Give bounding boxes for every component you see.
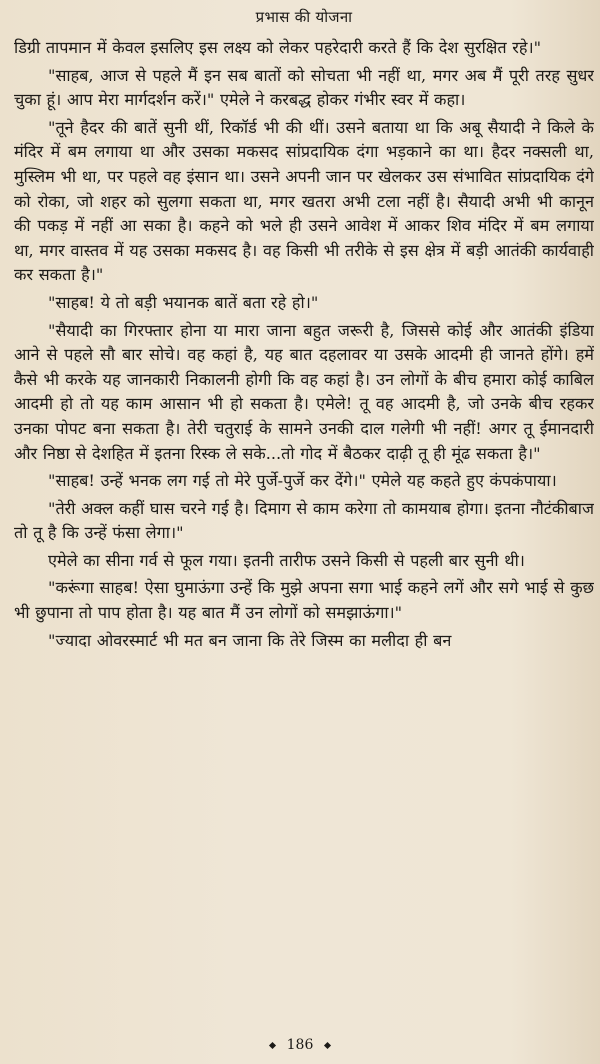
body-text	[14, 36, 594, 1036]
paragraph: "साहब, आज से पहले मैं इन सब बातों को सोचता भी नहीं था, मगर अब मैं पूरी तरह सुधर चुका हूं। आप मेरा मार्गदर्शन करें।" एमेले ने करबद्ध होकर गंभीर स्वर में कहा।	[14, 65, 594, 110]
page-number: 186	[286, 1037, 314, 1053]
page-footer	[0, 1036, 600, 1054]
diamond-ornament-icon	[324, 1041, 331, 1048]
paragraph: "ज्यादा ओवरस्मार्ट भी मत बन जाना कि तेरे जिस्म का मलीदा ही बन	[48, 630, 452, 650]
paragraph: "करूंगा साहब! ऐसा घुमाऊंगा उन्हें कि मुझे अपना सगा भाई कहने लगें और सगे भाई से कुछ भी छुपाना तो पाप होता है। यह बात मैं उन लोगों को समझाऊंगा।"	[14, 578, 594, 623]
running-head: प्रभास की योजना	[255, 8, 353, 26]
paragraph: "साहब! उन्हें भनक लग गई तो मेरे पुर्जे-पुर्जे कर देंगे।" एमेले यह कहते हुए कंपकंपाया।	[48, 471, 557, 491]
paragraph: "साहब! ये तो बड़ी भयानक बातें बता रहे हो।"	[48, 292, 319, 312]
paragraph: "सैयादी का गिरफ्तार होना या मारा जाना बहुत जरूरी है, जिससे कोई और आतंकी इंडिया आने से पहले सौ बार सोचे। वह कहां है, यह बात दहलावर या उसके आदमी ही जानते होंगे। हमें कैसे भी करके यह जानकारी निकालनी होगी कि वह कहां है। उन लोगों के बीच हमारा कोई काबिल आदमी हो तो यह काम आसान भी हो सकता है। एमेले! तू वह आदमी है, जो उनके बीच रहकर उनका पोपट बना सकता है। तेरी चतुराई के सामने उनकी दाल गलेगी भी नहीं! अगर तू ईमानदारी और निष्ठा से देशहित में इतना रिस्क ले सके...तो गोद में बैठकर दाढ़ी तू ही मूंढ सकता है।"	[14, 320, 594, 463]
paragraph-continuation: डिग्री तापमान में केवल इसलिए इस लक्ष्य को लेकर पहरेदारी करते हैं कि देश सुरक्षित रहे।"	[14, 38, 542, 57]
paragraph: एमेले का सीना गर्व से फूल गया। इतनी तारीफ उसने किसी से पहली बार सुनी थी।	[48, 550, 525, 570]
paragraph: "तूने हैदर की बातें सुनी थीं, रिकॉर्ड भी की थीं। उसने बताया था कि अबू सैयादी ने किले के मंदिर में बम लगाया था और उसका मकसद सांप्रदायिक दंगा भड़काने का था। हैदर नक्सली था, मुस्लिम भी था, पर पहले वह इंसान था। उसने अपनी जान पर खेलकर उस संभावित सांप्रदायिक दंगे को रोका, जो शहर को सुलगा सकता था, मगर खतरा अभी टला नहीं है। सैयादी अभी भी कानून की पकड़ में नहीं आ सका है। कहने को भले ही उसने आवेश में आकर शिव मंदिर में बम लगाया था, मगर वास्तव में यह उसका मकसद है। वह किसी भी तरीके से इस क्षेत्र में बड़ी आतंकी कार्यवाही कर सकता है।"	[14, 117, 594, 285]
diamond-ornament-icon	[269, 1041, 276, 1048]
paragraph: "तेरी अक्ल कहीं घास चरने गई है। दिमाग से काम करेगा तो कामयाब होगा। इतना नौटंकीबाज तो तू है कि उन्हें फंसा लेगा।"	[14, 498, 594, 543]
